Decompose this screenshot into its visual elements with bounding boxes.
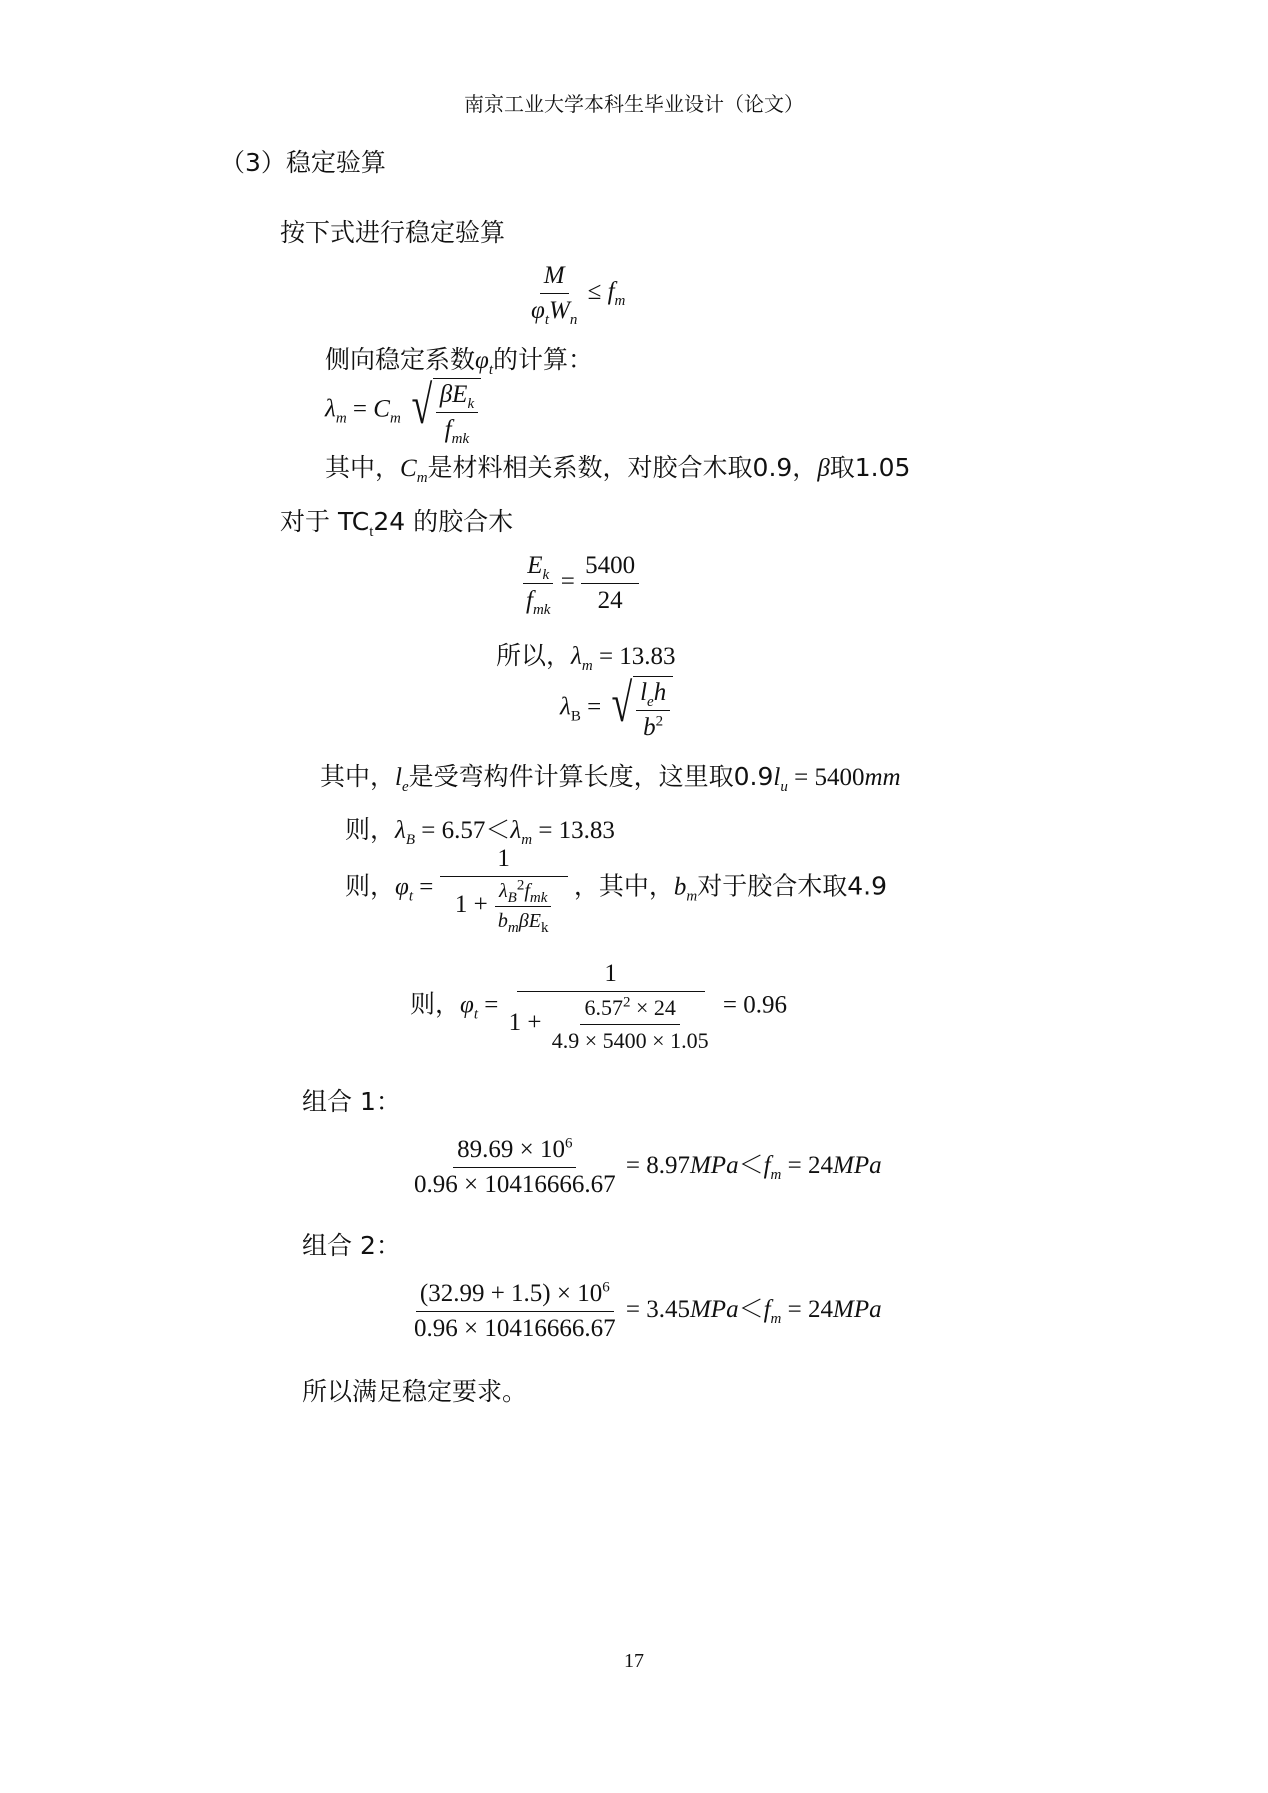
- intro-text: 按下式进行稳定验算: [280, 218, 506, 247]
- le-pre: 其中，: [320, 762, 396, 791]
- lambda-compare: 则，$\lambda_B = 6.57<\lambda_m = 13.83$: [345, 815, 615, 848]
- combo2-label: 组合 2：: [302, 1231, 401, 1260]
- combo2-num-a: 32.99: [428, 1280, 485, 1307]
- cm-beta: 取1.05: [829, 453, 911, 482]
- lambda-b-value: 6.57: [441, 817, 486, 844]
- le-unit: mm: [864, 764, 901, 791]
- bm-post: 对于胶合木取4.9: [697, 871, 888, 901]
- lateral-coefficient-title: 侧向稳定系数$\varphi_t$的计算：: [325, 345, 594, 378]
- lateral-title-post: 的计算：: [493, 345, 594, 374]
- lambda-m-result: 所以，$\lambda_m = 13.83$: [496, 641, 676, 674]
- phi-calc-a: 6.57: [584, 995, 623, 1020]
- cm-explanation: 其中，$C_m$是材料相关系数，对胶合木取0.9，β取1.05: [325, 453, 911, 486]
- then-label-3: 则，: [410, 989, 461, 1019]
- phi-calc-e: 1.05: [670, 1028, 709, 1053]
- le-post: 是受弯构件计算长度，这里取0.9: [408, 762, 774, 791]
- combo2-unit: MPa: [689, 1296, 739, 1324]
- combo1-label: 组合 1：: [302, 1087, 401, 1116]
- cm-post: 是材料相关系数，对胶合木取0.9，: [427, 453, 818, 482]
- so-label: 所以，: [496, 641, 572, 670]
- combo1-formula: $\frac{89.69 \times 10^6}{0.96 \times 10416666.67}$ = $8.97MPa<f_m = 24MPa$: [414, 1135, 882, 1198]
- lambda-m-value: 13.83: [619, 643, 676, 670]
- tc-sub: t: [369, 524, 374, 540]
- combo1-unit: MPa: [689, 1152, 739, 1180]
- phi-calculation: 则，$\varphi_t$ = 1 1 + $\frac{6.57^2 \times 24}{4.9 \times 5400 \times 1.05}$ = 0.96: [410, 960, 787, 1053]
- phi-calc-one: 1: [508, 1009, 522, 1037]
- combo1-den: 0.96: [414, 1171, 458, 1198]
- phi-num: 1: [440, 845, 568, 877]
- combo2-formula: $\frac{(32.99 + 1.5) \times 10^6}{0.96 \times 10416666.67}$ = $3.45MPa<f_m = 24MPa$: [414, 1279, 882, 1342]
- conclusion-text: 所以满足稳定要求。: [302, 1377, 528, 1406]
- combo2-wn: 10416666.67: [484, 1315, 616, 1342]
- phi-calc-num: 1: [517, 960, 705, 992]
- lateral-title-pre: 侧向稳定系数: [325, 345, 476, 374]
- phi-calc-b: 24: [653, 995, 676, 1020]
- stability-formula: $\frac{M}{\varphi_tW_n}$ ≤ $f_m$: [531, 262, 626, 328]
- tc24-label: [280, 502, 513, 538]
- phi-calc-c: 4.9: [551, 1028, 580, 1053]
- lambda-b-formula: $\lambda_B$ = √ $\frac{l_eh}{b^2}$: [560, 676, 673, 742]
- page-number: 17: [624, 1650, 644, 1672]
- combo1-result: 8.97: [646, 1152, 690, 1180]
- cm-pre: 其中，: [325, 453, 401, 482]
- phi-calc-d: 5400: [602, 1028, 647, 1053]
- tc-post: 24 的胶合木: [373, 507, 514, 536]
- page-header: 南京工业大学本科生毕业设计（论文）: [464, 92, 804, 116]
- lambda-m-formula: $\lambda_m = C_m$ √ $\frac{\beta E_k}{f_{mk}}$: [325, 378, 481, 444]
- phi-formula: 则，$\varphi_t$ = 1 1 + $\frac{\lambda_B^2f_{mk}}{b_m\beta E_k}$ ，其中，$b_m$对于胶合木取4.9: [345, 845, 888, 936]
- bm-pre: ，其中，: [573, 871, 674, 901]
- phi-result: 0.96: [743, 991, 787, 1019]
- phi-den-one: 1: [454, 891, 468, 919]
- ratio-den: 24: [597, 587, 623, 614]
- combo2-den: 0.96: [414, 1315, 458, 1342]
- combo2-fm-unit: MPa: [833, 1296, 882, 1324]
- combo2-fm: 24: [808, 1296, 833, 1324]
- combo2-num-b: 1.5: [511, 1280, 543, 1307]
- combo1-wn: 10416666.67: [484, 1171, 616, 1198]
- combo2-result: 3.45: [646, 1296, 690, 1324]
- then-label-1: 则，: [345, 815, 396, 844]
- combo1-fm-unit: MPa: [833, 1152, 882, 1180]
- ratio-num: 5400: [581, 552, 639, 584]
- combo1-num: 89.69: [457, 1136, 514, 1163]
- ek-fmk-ratio: $\frac{E_k}{f_{mk}}$ = $\frac{5400}{24}$: [522, 552, 639, 615]
- le-value: 5400: [814, 764, 865, 791]
- le-explanation: 其中，$l_e$是受弯构件计算长度，这里取$0.9l_u = 5400mm$: [320, 762, 901, 795]
- then-label-2: 则，: [345, 871, 396, 901]
- section-title: （3）稳定验算: [220, 148, 386, 177]
- lambda-m-value-2: 13.83: [558, 817, 615, 844]
- tc-pre: 对于 TC: [280, 507, 370, 536]
- combo1-fm: 24: [808, 1152, 833, 1180]
